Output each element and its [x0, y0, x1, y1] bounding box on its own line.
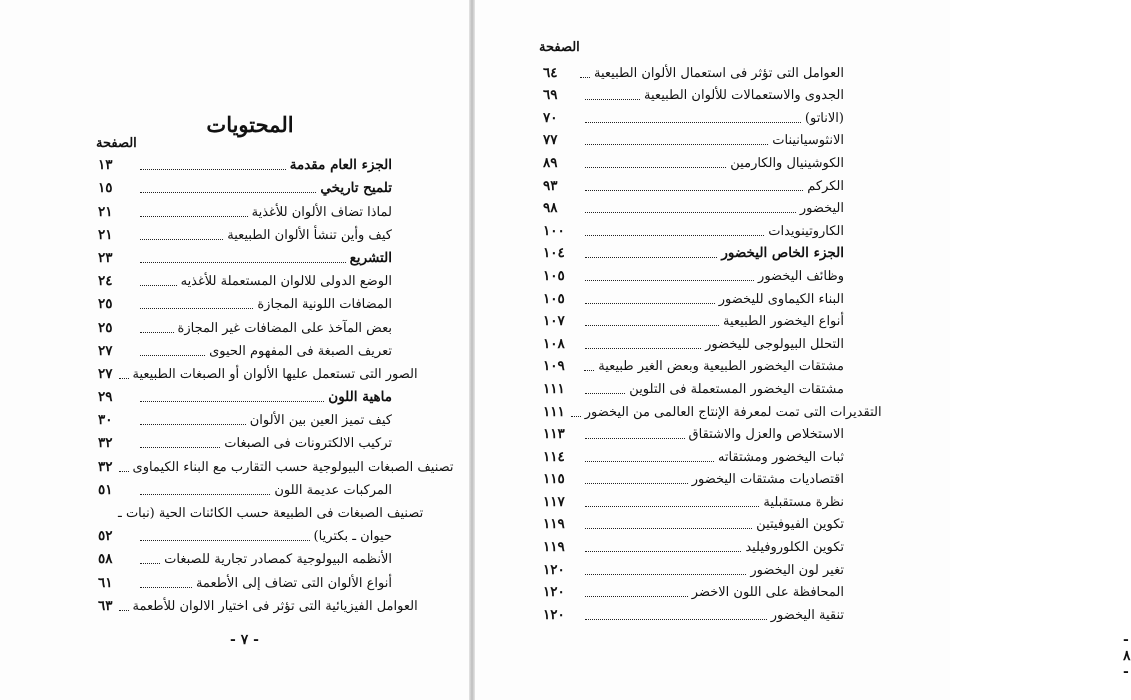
toc-entry [543, 444, 844, 467]
toc-page-number: ٢٧ [98, 365, 113, 382]
toc-page-number: ٢١ [98, 226, 113, 243]
toc-entry [543, 489, 844, 512]
toc-entry [543, 218, 844, 241]
toc-entry-label: العوامل الفيزيائية التى تؤثر فى اختيار الالوان للأطعمة [132, 598, 418, 614]
toc-entry [543, 331, 844, 354]
toc-page-number: ٨٩ [543, 154, 558, 171]
toc-entry [543, 173, 844, 196]
toc-entry-label: اقتصاديات مشتقات اليخضور [691, 472, 844, 488]
dot-leader [140, 262, 346, 263]
toc-entry [543, 580, 844, 603]
toc-entry-label: الانثوسيانينات [772, 133, 844, 149]
toc-page-number: ٥٨ [98, 551, 113, 568]
toc-entry [98, 430, 392, 453]
dot-leader [584, 370, 594, 371]
page-title: المحتويات [206, 112, 294, 137]
toc-page-number: ٥١ [98, 481, 113, 498]
toc-entry-label: مشتقات اليخضور المستعملة فى التلوين [629, 381, 844, 397]
toc-entry-label: تصنيف الصبغات البيولوجية حسب التقارب مع البناء الكيماوى [132, 459, 454, 475]
toc-page-number: ١٠٥ [543, 267, 565, 284]
toc-entry-label: التشريع [349, 249, 392, 266]
dot-leader [585, 483, 688, 484]
toc-entry-label: نظرة مستقبلية [763, 494, 844, 510]
toc-list-left [98, 152, 454, 616]
toc-entry [98, 593, 418, 616]
toc-entry [98, 361, 418, 384]
toc-page-number: ٣٠ [98, 412, 113, 429]
toc-entry [98, 546, 392, 569]
toc-page-number: ٩٣ [543, 177, 558, 194]
toc-page-number: ١٢٠ [543, 584, 565, 601]
toc-entry [98, 500, 424, 523]
toc-entry-label: تكوين الكلوروفيليد [745, 540, 844, 556]
toc-page-number: ١١٤ [543, 448, 565, 465]
toc-entry-label: (الاناتو) [804, 110, 844, 126]
toc-page-number: ٢٧ [98, 342, 113, 359]
toc-entry-label: مشتقات اليخضور الطبيعية وبعض الغير طبيعية [598, 359, 844, 375]
dot-leader [140, 239, 223, 240]
dot-leader [585, 461, 714, 462]
toc-entry-label: تعريف الصبغة فى المفهوم الحيوى [209, 343, 392, 359]
dot-leader [585, 257, 717, 258]
toc-entry [98, 175, 392, 198]
toc-entry-label: الجزء الخاص اليخضور [721, 245, 844, 262]
toc-entry-label: حيوان ـ بكتريا) [313, 529, 392, 545]
toc-page-number: ١٣ [98, 157, 113, 174]
toc-page-number: ١٢٠ [543, 561, 565, 578]
dot-leader [585, 144, 768, 145]
toc-page-number: ١٠٩ [543, 358, 565, 375]
toc-entry-label: تغير لون اليخضور [750, 562, 844, 578]
dot-leader [585, 551, 741, 552]
toc-entry [98, 569, 392, 592]
page-number: - ٧ - [230, 632, 259, 648]
dot-leader [580, 77, 590, 78]
toc-page-number: ٦٤ [543, 64, 558, 81]
toc-entry-label: وظائف اليخضور [758, 268, 844, 284]
dot-leader [140, 587, 192, 588]
dot-leader [140, 540, 310, 541]
dot-leader [585, 574, 746, 575]
toc-entry [98, 268, 392, 291]
toc-page-number: ٧٠ [543, 109, 558, 126]
toc-page-number: ٢٤ [98, 273, 113, 290]
toc-entry [98, 384, 392, 407]
toc-entry-label: الكركم [807, 178, 844, 194]
toc-entry-label: أنواع اليخضور الطبيعية [723, 314, 844, 330]
toc-entry [543, 376, 844, 399]
dot-leader [585, 212, 796, 213]
dot-leader [585, 280, 754, 281]
toc-entry-label: الكوشينيال والكارمين [730, 155, 844, 171]
toc-page-number: ٩٨ [543, 200, 558, 217]
toc-entry-label: ثبات اليخضور ومشتقاته [717, 449, 844, 465]
toc-entry [98, 245, 392, 268]
toc-entry-label: الوضع الدولى للالوان المستعملة للأغذيه [180, 274, 392, 290]
toc-entry [543, 241, 844, 264]
toc-page-number: ١١٥ [543, 471, 565, 488]
toc-entry-label: الأنظمه البيولوجية كمصادر تجارية للصبغات [164, 552, 392, 568]
toc-entry-label: المحافظة على اللون الاخضر [691, 585, 844, 601]
toc-page-number: ٦٣ [98, 597, 113, 614]
toc-page-number: ١١١ [543, 380, 565, 397]
dot-leader [585, 506, 759, 507]
toc-entry [543, 557, 844, 580]
toc-entry-label: التقديرات التى تمت لمعرفة الإنتاج العالمى من اليخضور [584, 404, 882, 420]
toc-entry [98, 338, 392, 361]
toc-entry [98, 198, 392, 221]
toc-entry-label: كيف تميز العين بين الألوان [249, 413, 392, 429]
dot-leader [140, 332, 174, 333]
dot-leader [140, 494, 270, 495]
dot-leader [585, 167, 726, 168]
toc-entry-label: ماهية اللون [328, 389, 392, 406]
dot-leader [140, 563, 160, 564]
toc-entry [543, 467, 844, 490]
toc-entry-label: الكاروتينويدات [768, 223, 844, 239]
right-page [475, 0, 1131, 700]
toc-entry [543, 399, 882, 422]
toc-page-number: ٦٩ [543, 87, 558, 104]
dot-leader [585, 122, 801, 123]
toc-entry-label: الصور التى تستعمل عليها الألوان أو الصبغات الطبيعية [132, 366, 418, 382]
toc-page-number: ١٠٧ [543, 313, 565, 330]
toc-entry [98, 523, 392, 546]
toc-entry [543, 309, 844, 332]
toc-entry-label: تلميح تاريخي [320, 180, 392, 197]
toc-entry [543, 354, 844, 377]
toc-entry [543, 512, 844, 535]
toc-entry-label: الجدوى والاستعمالات للألوان الطبيعية [644, 88, 844, 104]
toc-entry [543, 602, 844, 625]
toc-page-number: ٥٢ [98, 528, 113, 545]
toc-entry [543, 83, 844, 106]
dot-leader [585, 596, 688, 597]
toc-page-number: ١٥ [98, 180, 113, 197]
toc-page-number: ٧٧ [543, 132, 558, 149]
toc-page-number: ١١٩ [543, 539, 565, 556]
dot-leader [585, 303, 715, 304]
toc-entry-label: تنقية اليخضور [770, 607, 844, 623]
toc-entry-label: الجزء العام مقدمة [289, 157, 392, 174]
toc-list-right [543, 60, 882, 625]
dot-leader [585, 619, 767, 620]
toc-entry [543, 196, 844, 219]
toc-page-number: ١٢٠ [543, 606, 565, 623]
toc-entry [543, 150, 844, 173]
toc-page-number: ١٠٠ [543, 222, 565, 239]
toc-entry [98, 291, 392, 314]
dot-leader [140, 308, 253, 309]
toc-page-number: ١١٧ [543, 493, 565, 510]
toc-entry [98, 477, 392, 500]
dot-leader [140, 401, 324, 402]
left-page [0, 0, 469, 700]
toc-entry-label: تركيب الالكترونات فى الصبغات [224, 436, 392, 452]
toc-entry-label: بعض المآخذ على المضافات غير المجازة [177, 320, 392, 336]
toc-entry [543, 105, 844, 128]
toc-entry-label: الاستخلاص والعزل والاشتقاق [688, 427, 844, 443]
toc-entry [98, 314, 392, 337]
toc-page-number: ١٠٥ [543, 290, 565, 307]
toc-entry-label: العوامل التى تؤثر فى استعمال الألوان الطبيعية [593, 65, 844, 81]
toc-entry-label: البناء الكيماوى لليخضور [718, 291, 844, 307]
page-column-header: الصفحة [96, 136, 137, 151]
dot-leader [585, 393, 625, 394]
toc-entry-label: التحلل البيولوجى لليخضور [705, 336, 844, 352]
toc-entry-label: أنواع الألوان التى تضاف إلى الأطعمة [195, 575, 392, 591]
dot-leader [585, 528, 752, 529]
toc-entry-label: كيف وأين تنشأ الألوان الطبيعية [227, 227, 392, 243]
toc-page-number: ٢٥ [98, 319, 113, 336]
toc-page-number: ٣٢ [98, 458, 113, 475]
dot-leader [119, 610, 129, 611]
dot-leader [585, 235, 764, 236]
toc-entry [543, 534, 844, 557]
dot-leader [140, 355, 205, 356]
dot-leader [585, 99, 640, 100]
toc-entry-label: تكوين الفيوفيتين [756, 517, 844, 533]
page-column-header: الصفحة [539, 40, 580, 55]
toc-entry-label: المضافات اللونية المجازة [257, 297, 392, 313]
dot-leader [140, 169, 286, 170]
dot-leader [585, 438, 685, 439]
dot-leader [585, 325, 719, 326]
toc-entry [98, 407, 392, 430]
toc-page-number: ٣٢ [98, 435, 113, 452]
dot-leader [140, 424, 246, 425]
dot-leader [585, 190, 803, 191]
toc-entry [543, 128, 844, 151]
toc-entry [98, 453, 454, 476]
toc-page-number: ١١٣ [543, 426, 565, 443]
toc-entry [98, 152, 392, 175]
toc-entry-label: اليخضور [799, 201, 844, 217]
dot-leader [119, 471, 129, 472]
dot-leader [119, 378, 129, 379]
dot-leader [585, 348, 701, 349]
toc-entry-label: المركبات عديمة اللون [274, 482, 392, 498]
toc-page-number: ٦١ [98, 574, 113, 591]
dot-leader [140, 192, 316, 193]
toc-entry [543, 422, 844, 445]
toc-page-number: ٢٥ [98, 296, 113, 313]
toc-entry-label: تصنيف الصبغات فى الطبيعة حسب الكائنات الحية (نبات ـ [118, 506, 424, 521]
toc-page-number: ٢١ [98, 203, 113, 220]
toc-entry-label: لماذا تضاف الألوان للأغذية [251, 204, 392, 220]
page-number: - ٨ - [1123, 632, 1131, 680]
toc-page-number: ١٠٤ [543, 245, 565, 262]
toc-page-number: ٢٩ [98, 389, 113, 406]
toc-entry [543, 263, 844, 286]
toc-page-number: ١١١ [543, 403, 565, 420]
dot-leader [140, 285, 177, 286]
toc-page-number: ١١٩ [543, 516, 565, 533]
toc-entry [543, 286, 844, 309]
toc-entry [98, 222, 392, 245]
toc-entry [543, 60, 844, 83]
dot-leader [140, 216, 248, 217]
dot-leader [571, 416, 581, 417]
toc-page-number: ٢٣ [98, 249, 113, 266]
toc-page-number: ١٠٨ [543, 335, 565, 352]
dot-leader [140, 447, 220, 448]
